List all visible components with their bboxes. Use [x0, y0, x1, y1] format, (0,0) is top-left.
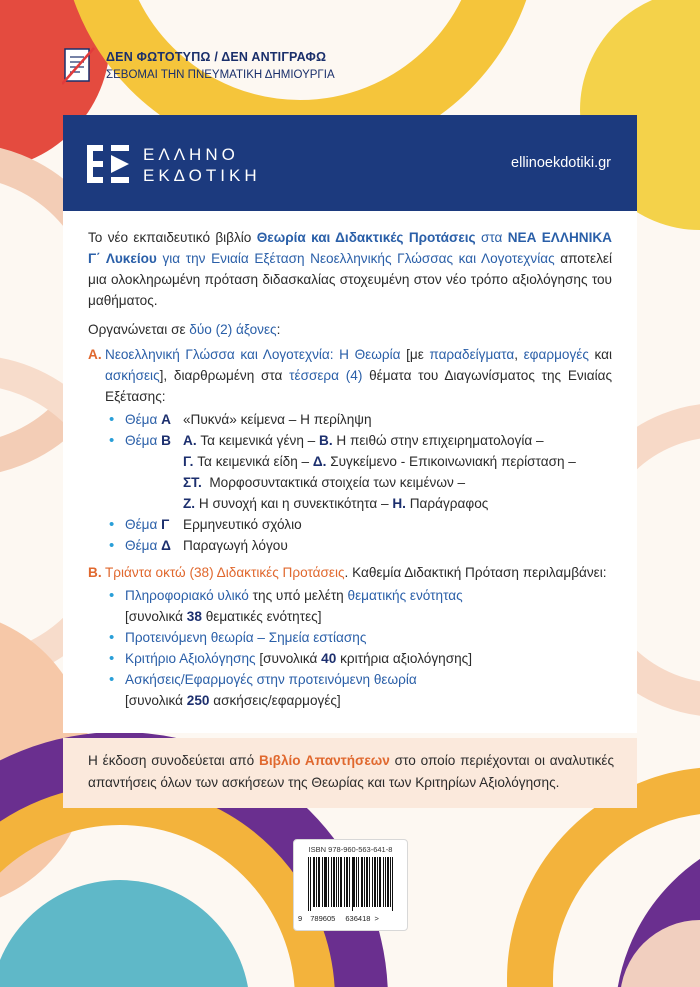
section-a — [88, 344, 612, 556]
publisher-name-line-1: ΕΛΛΗΝΟ — [143, 145, 239, 164]
barcode-bar — [322, 857, 323, 907]
publisher-name-line-2: ΕΚΔΟΤΙΚΗ — [143, 166, 261, 185]
isbn-group-2: 636418 — [345, 914, 371, 923]
intro-text-3: αποτελεί μια ολοκληρωμένη πρόταση διδασκαλίας στοχευμένη στον νέο τρόπο αξιολόγησης του μαθήματος. — [88, 251, 612, 308]
notice-line-2: ΣΕΒΟΜΑΙ ΤΗΝ ΠΝΕΥΜΑΤΙΚΗ ΔΗΜΙΟΥΡΓΙΑ — [106, 69, 335, 81]
barcode-bar — [324, 857, 325, 907]
barcode-bar — [369, 857, 370, 907]
barcode-bar — [364, 857, 365, 907]
barcode-bar — [338, 857, 339, 907]
item-total-number: 38 — [186, 609, 202, 624]
publisher-header — [63, 115, 637, 211]
barcode-bar — [383, 857, 384, 907]
barcode-bar — [374, 857, 375, 907]
section-b — [88, 562, 612, 711]
barcode-bar — [319, 857, 320, 907]
barcode-bar — [392, 857, 393, 911]
list-item — [105, 648, 612, 669]
list-item — [105, 669, 612, 711]
barcode-bar — [331, 857, 332, 907]
subtopic-key: Β. — [319, 433, 333, 448]
subtopic-text: Παράγραφος — [409, 496, 489, 511]
list-item — [105, 409, 612, 430]
subtopic-text: Τα κειμενικά είδη – — [197, 454, 310, 469]
section-b-items-list — [105, 585, 612, 711]
note-text-2: στο οποίο περιέχονται οι αναλυτικές απαντήσεις όλων των ασκήσεων της Θεωρίας και των Κριτηρίων Αξιολόγησης. — [88, 753, 615, 790]
subtopic-text: Τα κειμενικά γένη – — [200, 433, 316, 448]
barcode-bar — [361, 857, 362, 907]
intro-text-1: Το νέο εκπαιδευτικό βιβλίο — [88, 230, 252, 245]
section-b-title: Τριάντα οκτώ (38) Διδακτικές Προτάσεις — [105, 565, 345, 580]
topic-text: Ερμηνευτικό σχόλιο — [183, 517, 302, 532]
list-item — [105, 430, 612, 514]
section-a-exercises: ασκήσεις — [105, 368, 160, 383]
section-a-examples: παραδείγματα — [429, 347, 515, 362]
barcode-bars — [308, 857, 394, 911]
barcode-bar — [377, 857, 378, 907]
barcode-bar — [380, 857, 381, 907]
subtopic-key: Α. — [183, 433, 197, 448]
barcode-bar — [316, 857, 317, 907]
item-total-unit: κριτήρια αξιολόγησης] — [340, 651, 472, 666]
list-item — [105, 585, 612, 627]
item-total-number: 250 — [186, 693, 210, 708]
section-a-applications: εφαρμογές — [523, 347, 589, 362]
barcode-bar — [333, 857, 334, 907]
barcode-bar — [318, 857, 319, 907]
barcode-bar — [310, 857, 311, 911]
barcode-bar — [367, 857, 368, 907]
barcode-bar — [379, 857, 380, 907]
item-total-unit: ασκήσεις/εφαρμογές] — [213, 693, 341, 708]
subtopic-key: Δ. — [312, 454, 327, 469]
barcode-bar — [308, 857, 309, 911]
barcode-bar — [390, 857, 391, 907]
barcode-bar — [387, 857, 388, 907]
barcode-bar — [385, 857, 386, 907]
topic-text: «Πυκνά» κείμενα – Η περίληψη — [183, 412, 372, 427]
barcode-bar — [314, 857, 315, 907]
topic-letter: Α — [161, 412, 171, 427]
barcode-bar — [336, 857, 337, 907]
item-total-label: [συνολικά — [125, 693, 184, 708]
item-text: της υπό μελέτη — [252, 588, 344, 603]
section-a-letter: Α. — [88, 347, 102, 362]
barcode-bar — [346, 857, 347, 907]
isbn-barcode — [293, 839, 408, 931]
section-a-and: και — [594, 347, 613, 362]
list-item — [105, 627, 612, 648]
axes-paragraph — [88, 319, 612, 340]
subtopic-key: Γ. — [183, 454, 194, 469]
barcode-bar — [344, 857, 345, 907]
subtopic-key: Ζ. — [183, 496, 196, 511]
item-title: Ασκήσεις/Εφαρμογές στην προτεινόμενη θεωρία — [125, 672, 417, 687]
isbn-first-digit: 9 — [298, 914, 303, 923]
isbn-digits — [298, 914, 406, 923]
barcode-bar — [347, 857, 348, 907]
subtopic-text: Συγκείμενο - Επικοινωνιακή περίσταση – — [330, 454, 576, 469]
axes-colon: : — [276, 322, 281, 337]
barcode-bar — [341, 857, 342, 907]
barcode-bar — [328, 857, 329, 907]
item-highlight: θεματικής ενότητας — [347, 588, 463, 603]
answers-book-note — [63, 738, 637, 808]
topic-letter: Γ — [161, 517, 170, 532]
barcode-bar — [313, 857, 314, 907]
subtopic-text: Μορφοσυντακτικά στοιχεία των κειμένων – — [209, 475, 466, 490]
section-b-letter: Β. — [88, 565, 102, 580]
topic-b-subtopics — [183, 430, 612, 514]
topic-text: Παραγωγή λόγου — [183, 538, 288, 553]
item-total-number: 40 — [321, 651, 337, 666]
intro-text-2: στα — [480, 230, 503, 245]
section-a-text-1: [με — [406, 347, 424, 362]
topic-letter: Δ — [161, 538, 171, 553]
subtopic-key: ΣΤ. — [183, 475, 202, 490]
section-b-text: . Καθεμία Διδακτική Πρόταση περιλαμβάνει: — [344, 565, 607, 580]
exam-name: για την Ενιαία Εξέταση Νεοελληνικής Γλώσσας και Λογοτεχνίας — [162, 251, 555, 266]
barcode-bar — [356, 857, 357, 907]
book-title: Θεωρία και Διδακτικές Προτάσεις — [256, 230, 476, 245]
barcode-bar — [340, 857, 341, 907]
barcode-bar — [326, 857, 327, 907]
description-body — [88, 227, 612, 715]
subtopic-key: Η. — [392, 496, 406, 511]
barcode-bar — [366, 857, 367, 907]
isbn-mark: > — [374, 914, 379, 923]
item-title: Πληροφοριακό υλικό — [125, 588, 249, 603]
barcode-bar — [354, 857, 355, 907]
barcode-bar — [375, 857, 376, 907]
item-total-label: [συνολικά — [125, 609, 184, 624]
no-copy-icon — [62, 46, 96, 86]
list-item — [105, 535, 612, 556]
item-total-label: [συνολικά — [259, 651, 318, 666]
answers-book-title: Βιβλίο Απαντήσεων — [259, 753, 390, 768]
section-a-text-2: ], διαρθρωμένη στα — [159, 368, 283, 383]
barcode-bar — [388, 857, 389, 907]
publisher-website-link[interactable]: ellinoekdotiki.gr — [511, 155, 611, 171]
subtopic-text: Η συνοχή και η συνεκτικότητα – — [198, 496, 389, 511]
item-title: Προτεινόμενη θεωρία – Σημεία εστίασης — [125, 630, 367, 645]
barcode-bar — [325, 857, 326, 907]
barcode-bar — [349, 857, 350, 907]
topic-letter: Β — [161, 433, 171, 448]
barcode-bar — [352, 857, 353, 911]
isbn-label: ISBN 978-960-563-641-8 — [308, 845, 393, 854]
barcode-bar — [353, 857, 354, 907]
barcode-bar — [358, 857, 359, 907]
topic-label: Θέμα — [125, 412, 158, 427]
topic-label: Θέμα — [125, 538, 158, 553]
barcode-bar — [334, 857, 335, 907]
subtopic-text: Η πειθώ στην επιχειρηματολογία – — [336, 433, 544, 448]
list-item — [105, 514, 612, 535]
section-a-text-3: θέματα του Διαγωνίσματος της Ενιαίας Εξέτασης: — [105, 368, 613, 404]
topic-label: Θέμα — [125, 517, 158, 532]
item-title: Κριτήριο Αξιολόγησης — [125, 651, 256, 666]
intro-paragraph — [88, 227, 612, 311]
publisher-logo-icon — [87, 145, 129, 183]
axes-lead: Οργανώνεται σε — [88, 322, 186, 337]
section-a-title: Νεοελληνική Γλώσσα και Λογοτεχνία: Η Θεωρία — [105, 347, 401, 362]
section-a-four: τέσσερα (4) — [289, 368, 363, 383]
section-a-comma: , — [514, 347, 518, 362]
book-subject: ΝΕΑ ΕΛΛΗΝΙΚΑ Γ΄ Λυκείου — [88, 230, 612, 266]
axes-count: δύο (2) άξονες — [189, 322, 277, 337]
section-a-topics-list — [105, 409, 612, 556]
barcode-bar — [372, 857, 373, 907]
isbn-group-1: 789605 — [310, 914, 336, 923]
note-text-1: Η έκδοση συνοδεύεται από — [88, 753, 255, 768]
notice-line-1: ΔΕΝ ΦΩΤΟΤΥΠΩ / ΔΕΝ ΑΝΤΙΓΡΑΦΩ — [106, 50, 327, 64]
item-total-unit: θεματικές ενότητες] — [205, 609, 322, 624]
barcode-bar — [362, 857, 363, 907]
topic-label: Θέμα — [125, 433, 158, 448]
